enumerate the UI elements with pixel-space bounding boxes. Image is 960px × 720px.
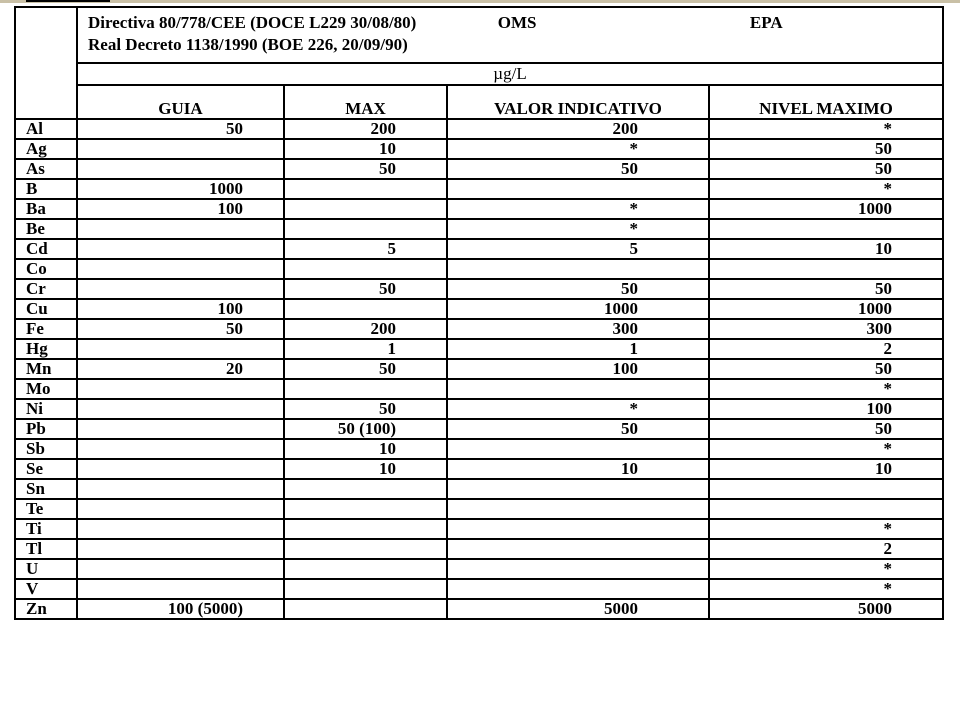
epa-value: * — [709, 519, 943, 539]
guia-value — [77, 219, 284, 239]
table-row — [15, 579, 943, 599]
element-symbol: Ag — [15, 139, 77, 159]
table-row — [15, 219, 943, 239]
table-row — [15, 559, 943, 579]
max-value: 200 — [284, 319, 447, 339]
guia-value: 100 — [77, 299, 284, 319]
epa-value — [709, 259, 943, 279]
oms-value — [447, 439, 709, 459]
guia-value — [77, 159, 284, 179]
epa-value: 1000 — [709, 299, 943, 319]
element-symbol: Tl — [15, 539, 77, 559]
table-row — [15, 439, 943, 459]
element-symbol: Cu — [15, 299, 77, 319]
table-row — [15, 459, 943, 479]
epa-value: * — [709, 579, 943, 599]
guia-value — [77, 579, 284, 599]
element-symbol: Ni — [15, 399, 77, 419]
oms-value: 5 — [447, 239, 709, 259]
guia-value — [77, 239, 284, 259]
oms-value: * — [447, 139, 709, 159]
guia-value: 50 — [77, 119, 284, 139]
max-value — [284, 379, 447, 399]
epa-value: 100 — [709, 399, 943, 419]
epa-value: * — [709, 179, 943, 199]
table-row — [15, 119, 943, 139]
table-row — [15, 519, 943, 539]
oms-value: 5000 — [447, 599, 709, 619]
element-symbol: Be — [15, 219, 77, 239]
epa-value: 50 — [709, 159, 943, 179]
element-symbol: Te — [15, 499, 77, 519]
header-row-sources — [15, 7, 943, 63]
max-value — [284, 219, 447, 239]
max-value: 50 (100) — [284, 419, 447, 439]
max-value: 50 — [284, 159, 447, 179]
source-real-decreto: Real Decreto 1138/1990 (BOE 226, 20/09/90) — [88, 35, 408, 54]
epa-value: 50 — [709, 359, 943, 379]
guia-value: 100 — [77, 199, 284, 219]
table-row — [15, 419, 943, 439]
oms-value — [447, 579, 709, 599]
guia-value — [77, 259, 284, 279]
element-symbol: B — [15, 179, 77, 199]
table-row — [15, 279, 943, 299]
regulation-table-sheet — [14, 6, 942, 716]
col-guia: GUIA — [77, 85, 284, 119]
guia-value — [77, 499, 284, 519]
max-value: 200 — [284, 119, 447, 139]
unit-label: µg/L — [77, 63, 943, 85]
oms-value — [447, 259, 709, 279]
corner-cell — [15, 7, 77, 119]
guia-value — [77, 459, 284, 479]
element-symbol: Sb — [15, 439, 77, 459]
oms-value: * — [447, 199, 709, 219]
max-value — [284, 499, 447, 519]
table-row — [15, 299, 943, 319]
element-symbol: Mn — [15, 359, 77, 379]
guia-value — [77, 439, 284, 459]
guia-value — [77, 379, 284, 399]
element-symbol: Sn — [15, 479, 77, 499]
guia-value — [77, 279, 284, 299]
oms-value: 300 — [447, 319, 709, 339]
max-value — [284, 539, 447, 559]
epa-value: 50 — [709, 279, 943, 299]
table-row — [15, 199, 943, 219]
oms-value — [447, 479, 709, 499]
col-nivel-maximo: NIVEL MAXIMO — [709, 85, 943, 119]
epa-value: * — [709, 379, 943, 399]
max-value: 10 — [284, 139, 447, 159]
epa-value: 2 — [709, 539, 943, 559]
epa-value: 300 — [709, 319, 943, 339]
source-directive: Directiva 80/778/CEE (DOCE L229 30/08/80) — [88, 13, 417, 32]
oms-value — [447, 539, 709, 559]
element-symbol: Zn — [15, 599, 77, 619]
max-value: 50 — [284, 399, 447, 419]
source-epa: EPA — [749, 13, 783, 32]
guia-value — [77, 419, 284, 439]
epa-value: 1000 — [709, 199, 943, 219]
source-oms: OMS — [497, 13, 537, 32]
table-row — [15, 599, 943, 619]
element-symbol: Ba — [15, 199, 77, 219]
table-row — [15, 539, 943, 559]
max-value — [284, 199, 447, 219]
guia-value — [77, 519, 284, 539]
element-symbol: Al — [15, 119, 77, 139]
element-symbol: U — [15, 559, 77, 579]
guia-value — [77, 339, 284, 359]
element-symbol: As — [15, 159, 77, 179]
element-symbol: Cd — [15, 239, 77, 259]
max-value: 5 — [284, 239, 447, 259]
table-row — [15, 259, 943, 279]
header-row-columns — [15, 85, 943, 119]
oms-value: 50 — [447, 419, 709, 439]
oms-value — [447, 559, 709, 579]
oms-value: 200 — [447, 119, 709, 139]
oms-value — [447, 179, 709, 199]
max-value: 10 — [284, 459, 447, 479]
oms-value: 10 — [447, 459, 709, 479]
corner-mark — [26, 0, 110, 2]
sources-cell — [77, 7, 943, 63]
table-row — [15, 399, 943, 419]
table-row — [15, 319, 943, 339]
col-max: MAX — [284, 85, 447, 119]
table-row — [15, 339, 943, 359]
element-symbol: Pb — [15, 419, 77, 439]
guia-value: 1000 — [77, 179, 284, 199]
guia-value — [77, 399, 284, 419]
guia-value: 20 — [77, 359, 284, 379]
oms-value: 50 — [447, 159, 709, 179]
epa-value: * — [709, 559, 943, 579]
max-value — [284, 559, 447, 579]
epa-value: * — [709, 439, 943, 459]
guia-value: 100 (5000) — [77, 599, 284, 619]
element-symbol: V — [15, 579, 77, 599]
oms-value — [447, 519, 709, 539]
table-row — [15, 139, 943, 159]
oms-value: * — [447, 219, 709, 239]
max-value: 50 — [284, 279, 447, 299]
guia-value — [77, 539, 284, 559]
table-row — [15, 179, 943, 199]
epa-value: * — [709, 119, 943, 139]
header-row-unit — [15, 63, 943, 85]
top-rule — [0, 0, 960, 3]
epa-value: 10 — [709, 239, 943, 259]
epa-value — [709, 219, 943, 239]
table-row — [15, 379, 943, 399]
element-symbol: Mo — [15, 379, 77, 399]
table-row — [15, 479, 943, 499]
guia-value — [77, 139, 284, 159]
epa-value: 50 — [709, 419, 943, 439]
element-symbol: Ti — [15, 519, 77, 539]
guia-value: 50 — [77, 319, 284, 339]
epa-value — [709, 479, 943, 499]
element-symbol: Co — [15, 259, 77, 279]
oms-value: 50 — [447, 279, 709, 299]
max-value — [284, 299, 447, 319]
guia-value — [77, 479, 284, 499]
table-row — [15, 359, 943, 379]
element-symbol: Cr — [15, 279, 77, 299]
oms-value — [447, 379, 709, 399]
guia-value — [77, 559, 284, 579]
oms-value: 100 — [447, 359, 709, 379]
element-symbol: Fe — [15, 319, 77, 339]
water-limits-table — [14, 6, 944, 620]
oms-value: * — [447, 399, 709, 419]
table-row — [15, 499, 943, 519]
max-value — [284, 599, 447, 619]
epa-value: 2 — [709, 339, 943, 359]
max-value: 1 — [284, 339, 447, 359]
max-value — [284, 519, 447, 539]
oms-value — [447, 499, 709, 519]
max-value — [284, 259, 447, 279]
epa-value — [709, 499, 943, 519]
table-row — [15, 239, 943, 259]
epa-value: 50 — [709, 139, 943, 159]
table-row — [15, 159, 943, 179]
oms-value: 1000 — [447, 299, 709, 319]
max-value — [284, 179, 447, 199]
max-value — [284, 579, 447, 599]
max-value: 50 — [284, 359, 447, 379]
oms-value: 1 — [447, 339, 709, 359]
element-symbol: Hg — [15, 339, 77, 359]
epa-value: 5000 — [709, 599, 943, 619]
epa-value: 10 — [709, 459, 943, 479]
max-value — [284, 479, 447, 499]
max-value: 10 — [284, 439, 447, 459]
col-valor-indicativo: VALOR INDICATIVO — [447, 85, 709, 119]
element-symbol: Se — [15, 459, 77, 479]
